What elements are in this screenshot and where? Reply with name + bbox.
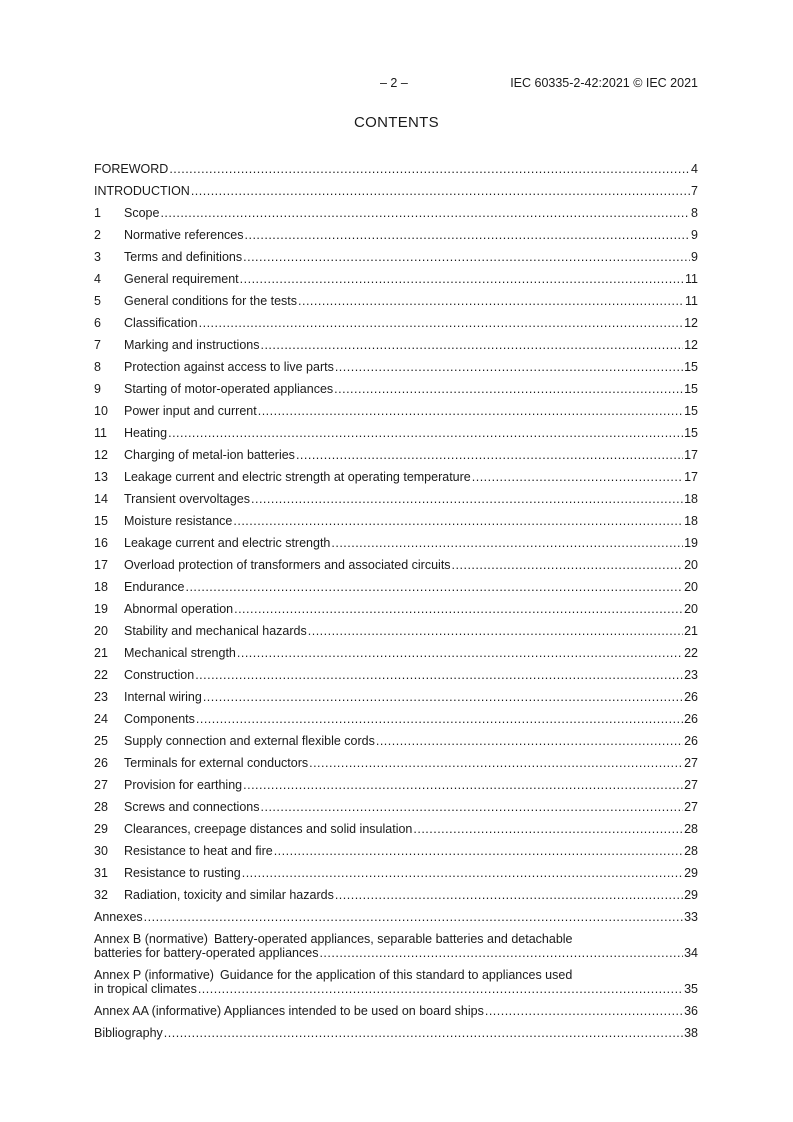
toc-entry-title: Mechanical strength bbox=[124, 646, 236, 660]
toc-entry-number: 22 bbox=[94, 668, 108, 682]
dot-leader bbox=[274, 843, 683, 859]
dot-leader bbox=[169, 161, 690, 177]
toc-entry[interactable] bbox=[94, 884, 698, 906]
toc-entry[interactable] bbox=[94, 862, 698, 884]
toc-entry[interactable] bbox=[94, 840, 698, 862]
toc-entry[interactable] bbox=[94, 796, 698, 818]
toc-annex-entry[interactable] bbox=[94, 928, 698, 964]
toc-entry-page: 15 bbox=[684, 404, 698, 418]
toc-entry-page: 35 bbox=[684, 982, 698, 996]
toc-entry-number: 9 bbox=[94, 382, 101, 396]
toc-entry-number: 29 bbox=[94, 822, 108, 836]
toc-entry-page: 20 bbox=[684, 558, 698, 572]
toc-entry[interactable] bbox=[94, 620, 698, 642]
dot-leader bbox=[335, 887, 683, 903]
dot-leader bbox=[160, 205, 690, 221]
toc-entry-page: 8 bbox=[691, 206, 698, 220]
toc-entry[interactable] bbox=[94, 356, 698, 378]
toc-entry[interactable] bbox=[94, 158, 698, 180]
toc-entry-title: Terms and definitions bbox=[124, 250, 243, 264]
toc-entry-title: Transient overvoltages bbox=[124, 492, 250, 506]
toc-entry-page: 20 bbox=[684, 580, 698, 594]
toc-entry-number: 15 bbox=[94, 514, 108, 528]
toc-entry-title: Resistance to heat and fire bbox=[124, 844, 273, 858]
toc-entry-page: 4 bbox=[691, 162, 698, 176]
toc-entry-title: Heating bbox=[124, 426, 168, 440]
toc-entry-title: FOREWORD bbox=[94, 162, 169, 176]
toc-entry-title: Marking and instructions bbox=[124, 338, 260, 352]
toc-entry-page: 36 bbox=[684, 1004, 698, 1018]
toc-entry-number: 7 bbox=[94, 338, 101, 352]
toc-entry[interactable] bbox=[94, 642, 698, 664]
toc-entry-page: 15 bbox=[684, 360, 698, 374]
toc-entry-title: Scope bbox=[124, 206, 160, 220]
toc-entry-page: 29 bbox=[684, 866, 698, 880]
toc-entry-page: 26 bbox=[684, 712, 698, 726]
toc-entry-title: INTRODUCTION bbox=[94, 184, 190, 198]
toc-entry-title: Charging of metal-ion batteries bbox=[124, 448, 295, 462]
toc-entry-page: 21 bbox=[684, 624, 698, 638]
annex-title-line1: Battery-operated appliances, separable batteries and detachable bbox=[213, 932, 573, 946]
page-number: – 2 – bbox=[380, 76, 408, 90]
toc-entry-number: 24 bbox=[94, 712, 108, 726]
toc-entry-number: 32 bbox=[94, 888, 108, 902]
dot-leader bbox=[309, 755, 683, 771]
toc-entry-page: 28 bbox=[684, 822, 698, 836]
annex-label: Annex B (normative) bbox=[94, 932, 208, 946]
toc-entry-page: 17 bbox=[684, 448, 698, 462]
toc-entry-title: Classification bbox=[124, 316, 198, 330]
toc-entry-page: 23 bbox=[684, 668, 698, 682]
toc-entry-page: 18 bbox=[684, 492, 698, 506]
toc-entry-number: 20 bbox=[94, 624, 108, 638]
toc-entry-number: 8 bbox=[94, 360, 101, 374]
toc-entry[interactable] bbox=[94, 576, 698, 598]
toc-entry[interactable] bbox=[94, 554, 698, 576]
toc-entry[interactable] bbox=[94, 400, 698, 422]
toc-entry[interactable] bbox=[94, 1000, 698, 1022]
annex-title-line1: Guidance for the application of this standard to appliances used bbox=[219, 968, 573, 982]
toc-entry-number: 1 bbox=[94, 206, 101, 220]
toc-entry[interactable] bbox=[94, 774, 698, 796]
toc-entry-number: 30 bbox=[94, 844, 108, 858]
toc-entry-page: 7 bbox=[691, 184, 698, 198]
toc-entry-title: Provision for earthing bbox=[124, 778, 243, 792]
dot-leader bbox=[242, 865, 683, 881]
dot-leader bbox=[260, 337, 683, 353]
toc-entry[interactable] bbox=[94, 510, 698, 532]
toc-entry-page: 18 bbox=[684, 514, 698, 528]
toc-entry-title: Power input and current bbox=[124, 404, 257, 418]
toc-entry-page: 34 bbox=[684, 946, 698, 960]
dot-leader bbox=[331, 535, 683, 551]
toc-entry-page: 33 bbox=[684, 910, 698, 924]
toc-entry-number: 6 bbox=[94, 316, 101, 330]
dot-leader bbox=[472, 469, 683, 485]
toc-entry-title: General conditions for the tests bbox=[124, 294, 298, 308]
toc-entry-number: 18 bbox=[94, 580, 108, 594]
toc-entry-title: Components bbox=[124, 712, 195, 726]
toc-entry-title: General requirement bbox=[124, 272, 239, 286]
toc-entry-title: Endurance bbox=[124, 580, 185, 594]
toc-entry-title: Starting of motor-operated appliances bbox=[124, 382, 334, 396]
dot-leader bbox=[319, 946, 683, 960]
toc-entry-title: Clearances, creepage distances and solid insulation bbox=[124, 822, 413, 836]
toc-entry[interactable] bbox=[94, 818, 698, 840]
toc-entry-number: 27 bbox=[94, 778, 108, 792]
toc-entry[interactable] bbox=[94, 312, 698, 334]
table-of-contents bbox=[94, 158, 698, 1044]
toc-entry-number: 4 bbox=[94, 272, 101, 286]
toc-entry[interactable] bbox=[94, 686, 698, 708]
dot-leader bbox=[452, 557, 684, 573]
dot-leader bbox=[258, 403, 683, 419]
toc-entry-number: 31 bbox=[94, 866, 108, 880]
toc-entry-number: 13 bbox=[94, 470, 108, 484]
toc-entry[interactable] bbox=[94, 532, 698, 554]
toc-entry-number: 12 bbox=[94, 448, 108, 462]
toc-entry-page: 27 bbox=[684, 800, 698, 814]
dot-leader bbox=[245, 227, 691, 243]
toc-entry-page: 17 bbox=[684, 470, 698, 484]
toc-entry-number: 25 bbox=[94, 734, 108, 748]
dot-leader bbox=[240, 271, 684, 287]
dot-leader bbox=[243, 777, 683, 793]
dot-leader bbox=[234, 601, 683, 617]
toc-entry[interactable] bbox=[94, 488, 698, 510]
toc-entry-page: 20 bbox=[684, 602, 698, 616]
toc-entry-number: 28 bbox=[94, 800, 108, 814]
toc-entry-page: 15 bbox=[684, 426, 698, 440]
toc-entry-number: 23 bbox=[94, 690, 108, 704]
toc-entry[interactable] bbox=[94, 268, 698, 290]
dot-leader bbox=[413, 821, 683, 837]
dot-leader bbox=[168, 425, 683, 441]
toc-entry-number: 3 bbox=[94, 250, 101, 264]
toc-entry[interactable] bbox=[94, 730, 698, 752]
toc-entry-page: 27 bbox=[684, 778, 698, 792]
toc-entry-page: 19 bbox=[684, 536, 698, 550]
dot-leader bbox=[233, 513, 683, 529]
dot-leader bbox=[185, 579, 683, 595]
toc-entry[interactable] bbox=[94, 290, 698, 312]
toc-entry[interactable] bbox=[94, 246, 698, 268]
toc-entry-page: 9 bbox=[691, 228, 698, 242]
toc-entry-title: Abnormal operation bbox=[124, 602, 234, 616]
toc-entry-title: Bibliography bbox=[94, 1026, 163, 1040]
dot-leader bbox=[164, 1025, 683, 1041]
dot-leader bbox=[237, 645, 683, 661]
dot-leader bbox=[199, 315, 683, 331]
toc-entry-page: 11 bbox=[685, 294, 698, 308]
toc-entry[interactable] bbox=[94, 664, 698, 686]
annex-label: Annex P (informative) bbox=[94, 968, 214, 982]
annex-title-line2: in tropical climates bbox=[94, 982, 197, 996]
toc-entry-title: Annex AA (informative) Appliances intended to be used on board ships bbox=[94, 1004, 484, 1018]
toc-entry-title: Terminals for external conductors bbox=[124, 756, 309, 770]
toc-entry[interactable] bbox=[94, 334, 698, 356]
page-title: CONTENTS bbox=[354, 114, 439, 131]
toc-entry-page: 26 bbox=[684, 734, 698, 748]
toc-entry[interactable] bbox=[94, 378, 698, 400]
toc-entry-page: 26 bbox=[684, 690, 698, 704]
dot-leader bbox=[144, 909, 683, 925]
toc-entry[interactable] bbox=[94, 752, 698, 774]
toc-entry-title: Overload protection of transformers and associated circuits bbox=[124, 558, 451, 572]
toc-entry-page: 38 bbox=[684, 1026, 698, 1040]
toc-entry[interactable] bbox=[94, 180, 698, 202]
toc-entry-page: 28 bbox=[684, 844, 698, 858]
standard-reference: IEC 60335-2-42:2021 © IEC 2021 bbox=[510, 76, 698, 90]
toc-entry[interactable] bbox=[94, 598, 698, 620]
toc-entry-title: Construction bbox=[124, 668, 195, 682]
dot-leader bbox=[243, 249, 690, 265]
toc-entry-title: Leakage current and electric strength bbox=[124, 536, 331, 550]
annex-title-line2: batteries for battery-operated appliances bbox=[94, 946, 319, 960]
toc-entry[interactable] bbox=[94, 466, 698, 488]
toc-entry-page: 15 bbox=[684, 382, 698, 396]
toc-entry-title: Protection against access to live parts bbox=[124, 360, 334, 374]
dot-leader bbox=[334, 381, 683, 397]
toc-entry-number: 26 bbox=[94, 756, 108, 770]
toc-entry-title: Stability and mechanical hazards bbox=[124, 624, 307, 638]
toc-entry-title: Normative references bbox=[124, 228, 244, 242]
dot-leader bbox=[251, 491, 683, 507]
toc-entry-page: 22 bbox=[684, 646, 698, 660]
dot-leader bbox=[196, 711, 683, 727]
dot-leader bbox=[198, 982, 683, 996]
toc-entry[interactable] bbox=[94, 906, 698, 928]
dot-leader bbox=[335, 359, 683, 375]
toc-entry-title: Supply connection and external flexible cords bbox=[124, 734, 375, 748]
toc-entry-title: Moisture resistance bbox=[124, 514, 233, 528]
toc-entry-title: Screws and connections bbox=[124, 800, 260, 814]
toc-entry-number: 11 bbox=[94, 426, 107, 440]
toc-entry[interactable] bbox=[94, 202, 698, 224]
dot-leader bbox=[203, 689, 683, 705]
toc-entry[interactable] bbox=[94, 708, 698, 730]
toc-entry-number: 2 bbox=[94, 228, 101, 242]
dot-leader bbox=[195, 667, 683, 683]
toc-entry-number: 16 bbox=[94, 536, 108, 550]
dot-leader bbox=[261, 799, 684, 815]
toc-annex-entry[interactable] bbox=[94, 964, 698, 1000]
toc-entry-title: Annexes bbox=[94, 910, 143, 924]
toc-entry-number: 17 bbox=[94, 558, 108, 572]
toc-entry[interactable] bbox=[94, 444, 698, 466]
page-header bbox=[0, 76, 793, 92]
toc-entry-page: 12 bbox=[684, 338, 698, 352]
toc-entry-number: 10 bbox=[94, 404, 108, 418]
toc-entry[interactable] bbox=[94, 224, 698, 246]
toc-entry-number: 19 bbox=[94, 602, 108, 616]
dot-leader bbox=[485, 1003, 683, 1019]
dot-leader bbox=[308, 623, 683, 639]
toc-entry[interactable] bbox=[94, 422, 698, 444]
toc-entry-title: Internal wiring bbox=[124, 690, 202, 704]
toc-entry-page: 9 bbox=[691, 250, 698, 264]
toc-entry-title: Resistance to rusting bbox=[124, 866, 241, 880]
toc-entry-page: 27 bbox=[684, 756, 698, 770]
toc-entry-title: Radiation, toxicity and similar hazards bbox=[124, 888, 334, 902]
toc-entry-number: 5 bbox=[94, 294, 101, 308]
toc-entry-title: Leakage current and electric strength at operating temperature bbox=[124, 470, 471, 484]
toc-entry-number: 21 bbox=[94, 646, 108, 660]
dot-leader bbox=[376, 733, 683, 749]
dot-leader bbox=[298, 293, 684, 309]
dot-leader bbox=[191, 183, 690, 199]
toc-entry[interactable] bbox=[94, 1022, 698, 1044]
toc-entry-page: 11 bbox=[685, 272, 698, 286]
toc-entry-page: 29 bbox=[684, 888, 698, 902]
toc-entry-number: 14 bbox=[94, 492, 108, 506]
toc-entry-page: 12 bbox=[684, 316, 698, 330]
dot-leader bbox=[296, 447, 683, 463]
